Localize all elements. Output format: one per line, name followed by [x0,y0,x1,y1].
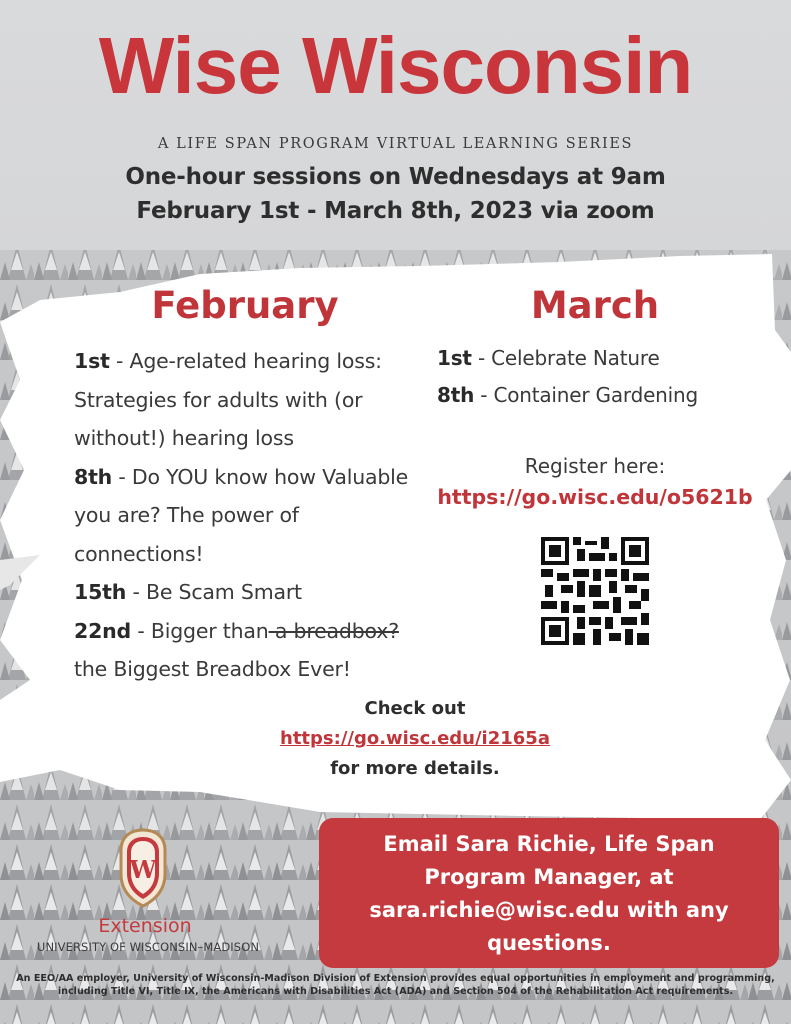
march-heading: March [530,284,660,327]
list-item [74,458,424,574]
list-item [74,573,424,612]
session-date: 22nd [74,618,131,643]
session-title: - Container Gardening [474,383,698,407]
session-title-continued: the Biggest Breadbox Ever! [74,657,351,681]
extension-label: Extension [98,915,192,937]
sessions-line-2: February 1st - March 8th, 2023 via zoom [136,198,655,224]
register-label: Register here: [524,454,666,478]
session-title: - Bigger than [131,618,269,643]
series-subtitle: A LIFE SPAN PROGRAM VIRTUAL LEARNING SERIES [157,136,634,152]
session-date: 1st [437,346,472,370]
details-link[interactable]: https://go.wisc.edu/i2165a [280,728,550,749]
list-item [74,342,424,458]
list-item [437,377,698,414]
register-link[interactable]: https://go.wisc.edu/o5621b [437,485,753,509]
session-title: - Do YOU know how Valuable you are? The power of connections! [74,464,409,566]
check-out-label: Check out [364,698,466,719]
february-session-list [74,342,424,689]
sessions-info [0,160,791,228]
eeo-statement: An EEO/AA employer, University of Wisconsin-Madison Division of Extension provides equal opportunities in employment and programming, including Title VI, Title IX, the Americans with Disabilities Act (ADA) and Section 504 of the Rehabilitation Act requirements. [16,973,775,997]
for-more-label: for more details. [330,758,500,779]
session-date: 8th [437,383,475,407]
list-item [437,340,698,377]
more-details [250,694,580,784]
page-title: Wise Wisconsin [98,21,693,110]
session-date: 8th [74,464,113,489]
session-title: - Celebrate Nature [471,346,660,370]
february-heading: February [151,284,339,327]
email-contact-box [319,818,779,968]
university-label: UNIVERSITY OF WISCONSIN–MADISON [36,940,260,954]
crest-letter: W [129,855,157,884]
session-date: 15th [74,580,127,604]
session-date: 1st [74,349,110,373]
march-session-list [437,340,698,414]
qr-code-icon[interactable] [541,537,649,645]
sessions-line-1: One-hour sessions on Wednesdays at 9am [125,164,666,190]
list-item [74,612,424,689]
email-contact-text: Email Sara Richie, Life Span Program Manager, at sara.richie@wisc.edu with any questions. [369,832,729,955]
struck-text: a breadbox? [268,618,399,643]
session-title: - Age-related hearing loss: Strategies for adults with (or without!) hearing loss [74,349,382,450]
session-title: - Be Scam Smart [126,580,302,604]
uw-crest-icon [115,828,171,908]
